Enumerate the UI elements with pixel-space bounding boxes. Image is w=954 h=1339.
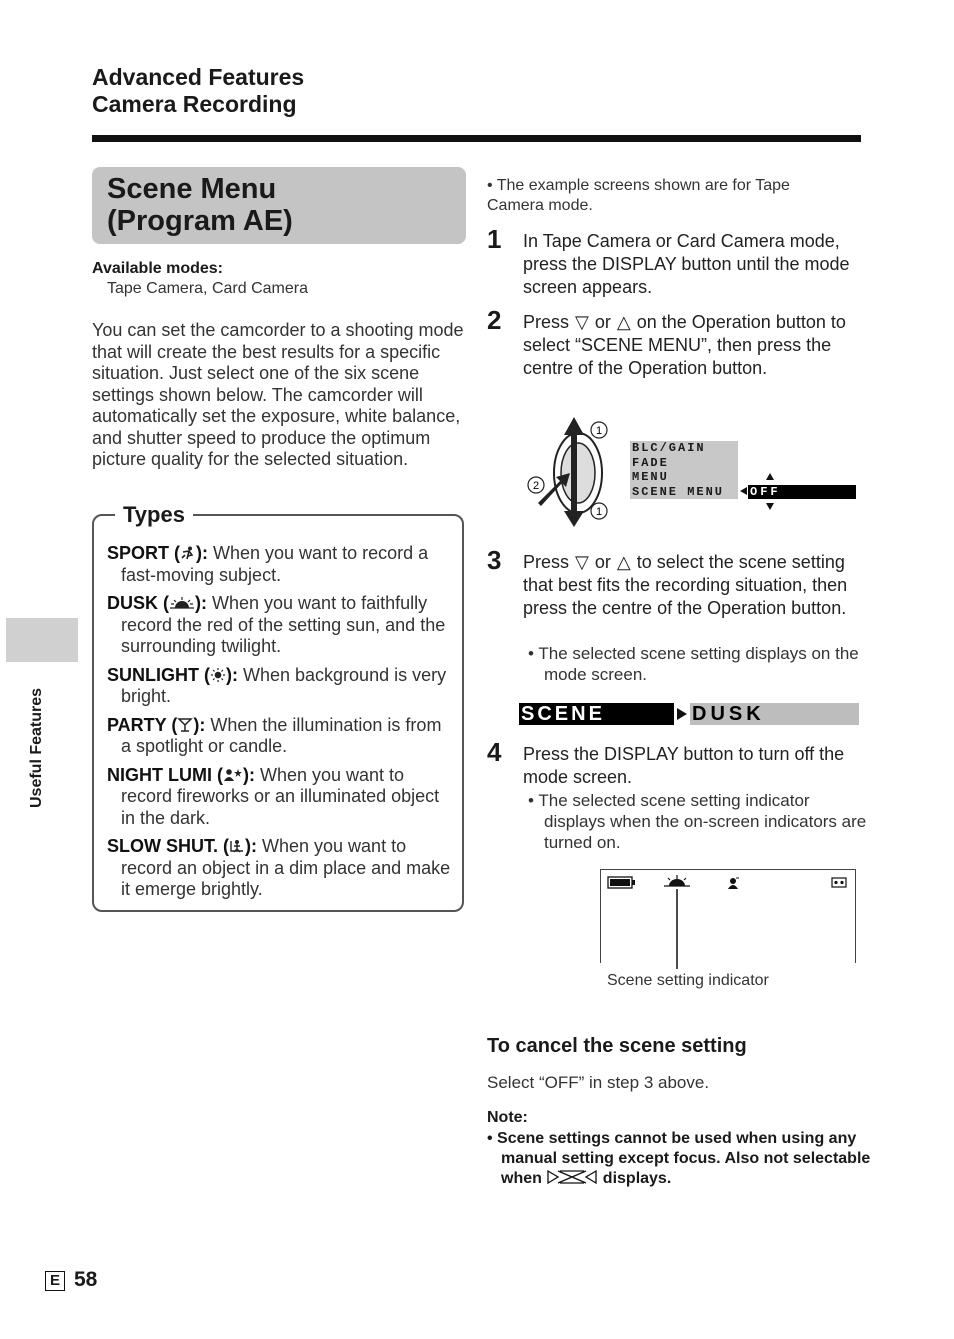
callout-1-top: 1 <box>595 425 603 437</box>
header-rule <box>92 135 861 142</box>
type-slow-shutter: SLOW SHUT. ( ): When you want to record an object in a dim place and make it emerge brightly. <box>107 836 451 899</box>
type-night-lumi: NIGHT LUMI ( ): When you want to record fireworks or an illuminated object in the dark. <box>107 764 440 828</box>
step-2-text: Press ▽ or △ on the Operation button to select “SCENE MENU”, then press the centre of the Operation button. <box>523 312 846 378</box>
type-sport: SPORT ( ): When you want to record a fast-moving subject. <box>107 543 429 585</box>
note-heading: Note: <box>487 1109 528 1126</box>
page-number: 58 <box>74 1268 98 1291</box>
step-3-number: 3 <box>487 545 502 575</box>
header-line-1: Advanced Features <box>92 64 305 90</box>
page-title-box <box>92 167 466 244</box>
osd-item-menu: MENU <box>632 470 669 484</box>
type-dusk: DUSK ( ): When you want to faithfully record the red of the setting sun, and the surrounding twilight. <box>107 593 446 656</box>
step-1-number: 1 <box>487 224 502 254</box>
side-tab <box>6 618 78 662</box>
type-sunlight: SUNLIGHT ( ): When background is very bright. <box>107 664 447 706</box>
types-heading: Types <box>115 502 193 528</box>
cancel-heading: To cancel the scene setting <box>487 1035 747 1057</box>
osd-item-scene-menu: SCENE MENU <box>632 484 725 499</box>
available-modes-heading: Available modes: <box>92 260 224 277</box>
battery-icon <box>608 877 635 888</box>
dusk-indicator-icon <box>664 875 690 886</box>
down-arrow-icon: ▽ <box>575 312 589 332</box>
step-4-number: 4 <box>487 737 502 767</box>
step-3-bullet: • The selected scene setting displays on the mode screen. <box>528 644 859 684</box>
title-line-2: (Program AE) <box>107 205 293 237</box>
section-header <box>92 64 304 118</box>
side-label: Useful Features <box>28 687 45 808</box>
operation-button-illustration <box>526 413 616 531</box>
scene-menu-label: SCENE MENU <box>519 703 674 725</box>
callout-1-bottom: 1 <box>595 506 603 518</box>
up-arrow-icon: △ <box>616 312 631 332</box>
dusk-icon <box>169 596 195 610</box>
types-list <box>107 543 452 901</box>
down-arrow-icon: ▽ <box>575 552 589 572</box>
cancel-text: Select “OFF” in step 3 above. <box>487 1073 710 1092</box>
step-4-bullet: • The selected scene setting indicator displays when the on-screen indicators are turned on. <box>528 791 867 852</box>
sport-icon <box>180 546 196 560</box>
up-arrow-icon: △ <box>616 552 631 572</box>
callout-2: 2 <box>532 480 540 492</box>
osd-value-off: OFF <box>748 485 856 499</box>
step-1-text: In Tape Camera or Card Camera mode, press the DISPLAY button until the mode screen appears. <box>523 231 850 297</box>
scene-setting-indicator-caption: Scene setting indicator <box>607 972 769 989</box>
title-line-1: Scene Menu <box>107 173 277 205</box>
intro-paragraph: You can set the camcorder to a shooting mode that will create the best results for a specific situation. Just select one of the six scene settings shown below. The camcorder will automatically set the exposure, white balance, and shutter speed to produce the optimum picture quality for the selected situation. <box>92 320 464 469</box>
night-lumi-icon <box>223 768 243 782</box>
sunlight-icon <box>210 668 226 682</box>
slow-shutter-icon <box>229 839 245 853</box>
osd-item-blc-gain: BLC/GAIN <box>632 441 706 455</box>
type-party: PARTY ( ): When the illumination is from a spotlight or candle. <box>107 714 442 756</box>
step-4-text: Press the DISPLAY button to turn off the mode screen. <box>523 744 845 787</box>
example-screens-note: • The example screens shown are for Tape Camera mode. <box>487 177 790 214</box>
night-lumi-indicator-icon <box>728 878 739 889</box>
tape-icon <box>832 878 846 887</box>
note-text: • Scene settings cannot be used when using any manual setting except focus. Also not selectable when displays. <box>487 1130 871 1187</box>
osd-menu-list <box>630 441 738 499</box>
scene-menu-value: DUSK <box>690 703 859 725</box>
available-modes-value: Tape Camera, Card Camera <box>107 280 308 297</box>
page-title <box>107 173 293 237</box>
party-icon <box>177 718 193 732</box>
wide-mode-icon <box>546 1169 598 1185</box>
step-2-number: 2 <box>487 305 502 335</box>
lcd-indicators <box>600 869 856 969</box>
osd-item-fade: FADE <box>632 455 669 470</box>
step-3-text: Press ▽ or △ to select the scene setting that best fits the recording situation, then press the centre of the Operation button. <box>523 552 848 618</box>
scene-arrow-icon <box>676 707 688 721</box>
language-badge: E <box>45 1271 65 1291</box>
header-line-2: Camera Recording <box>92 91 297 117</box>
